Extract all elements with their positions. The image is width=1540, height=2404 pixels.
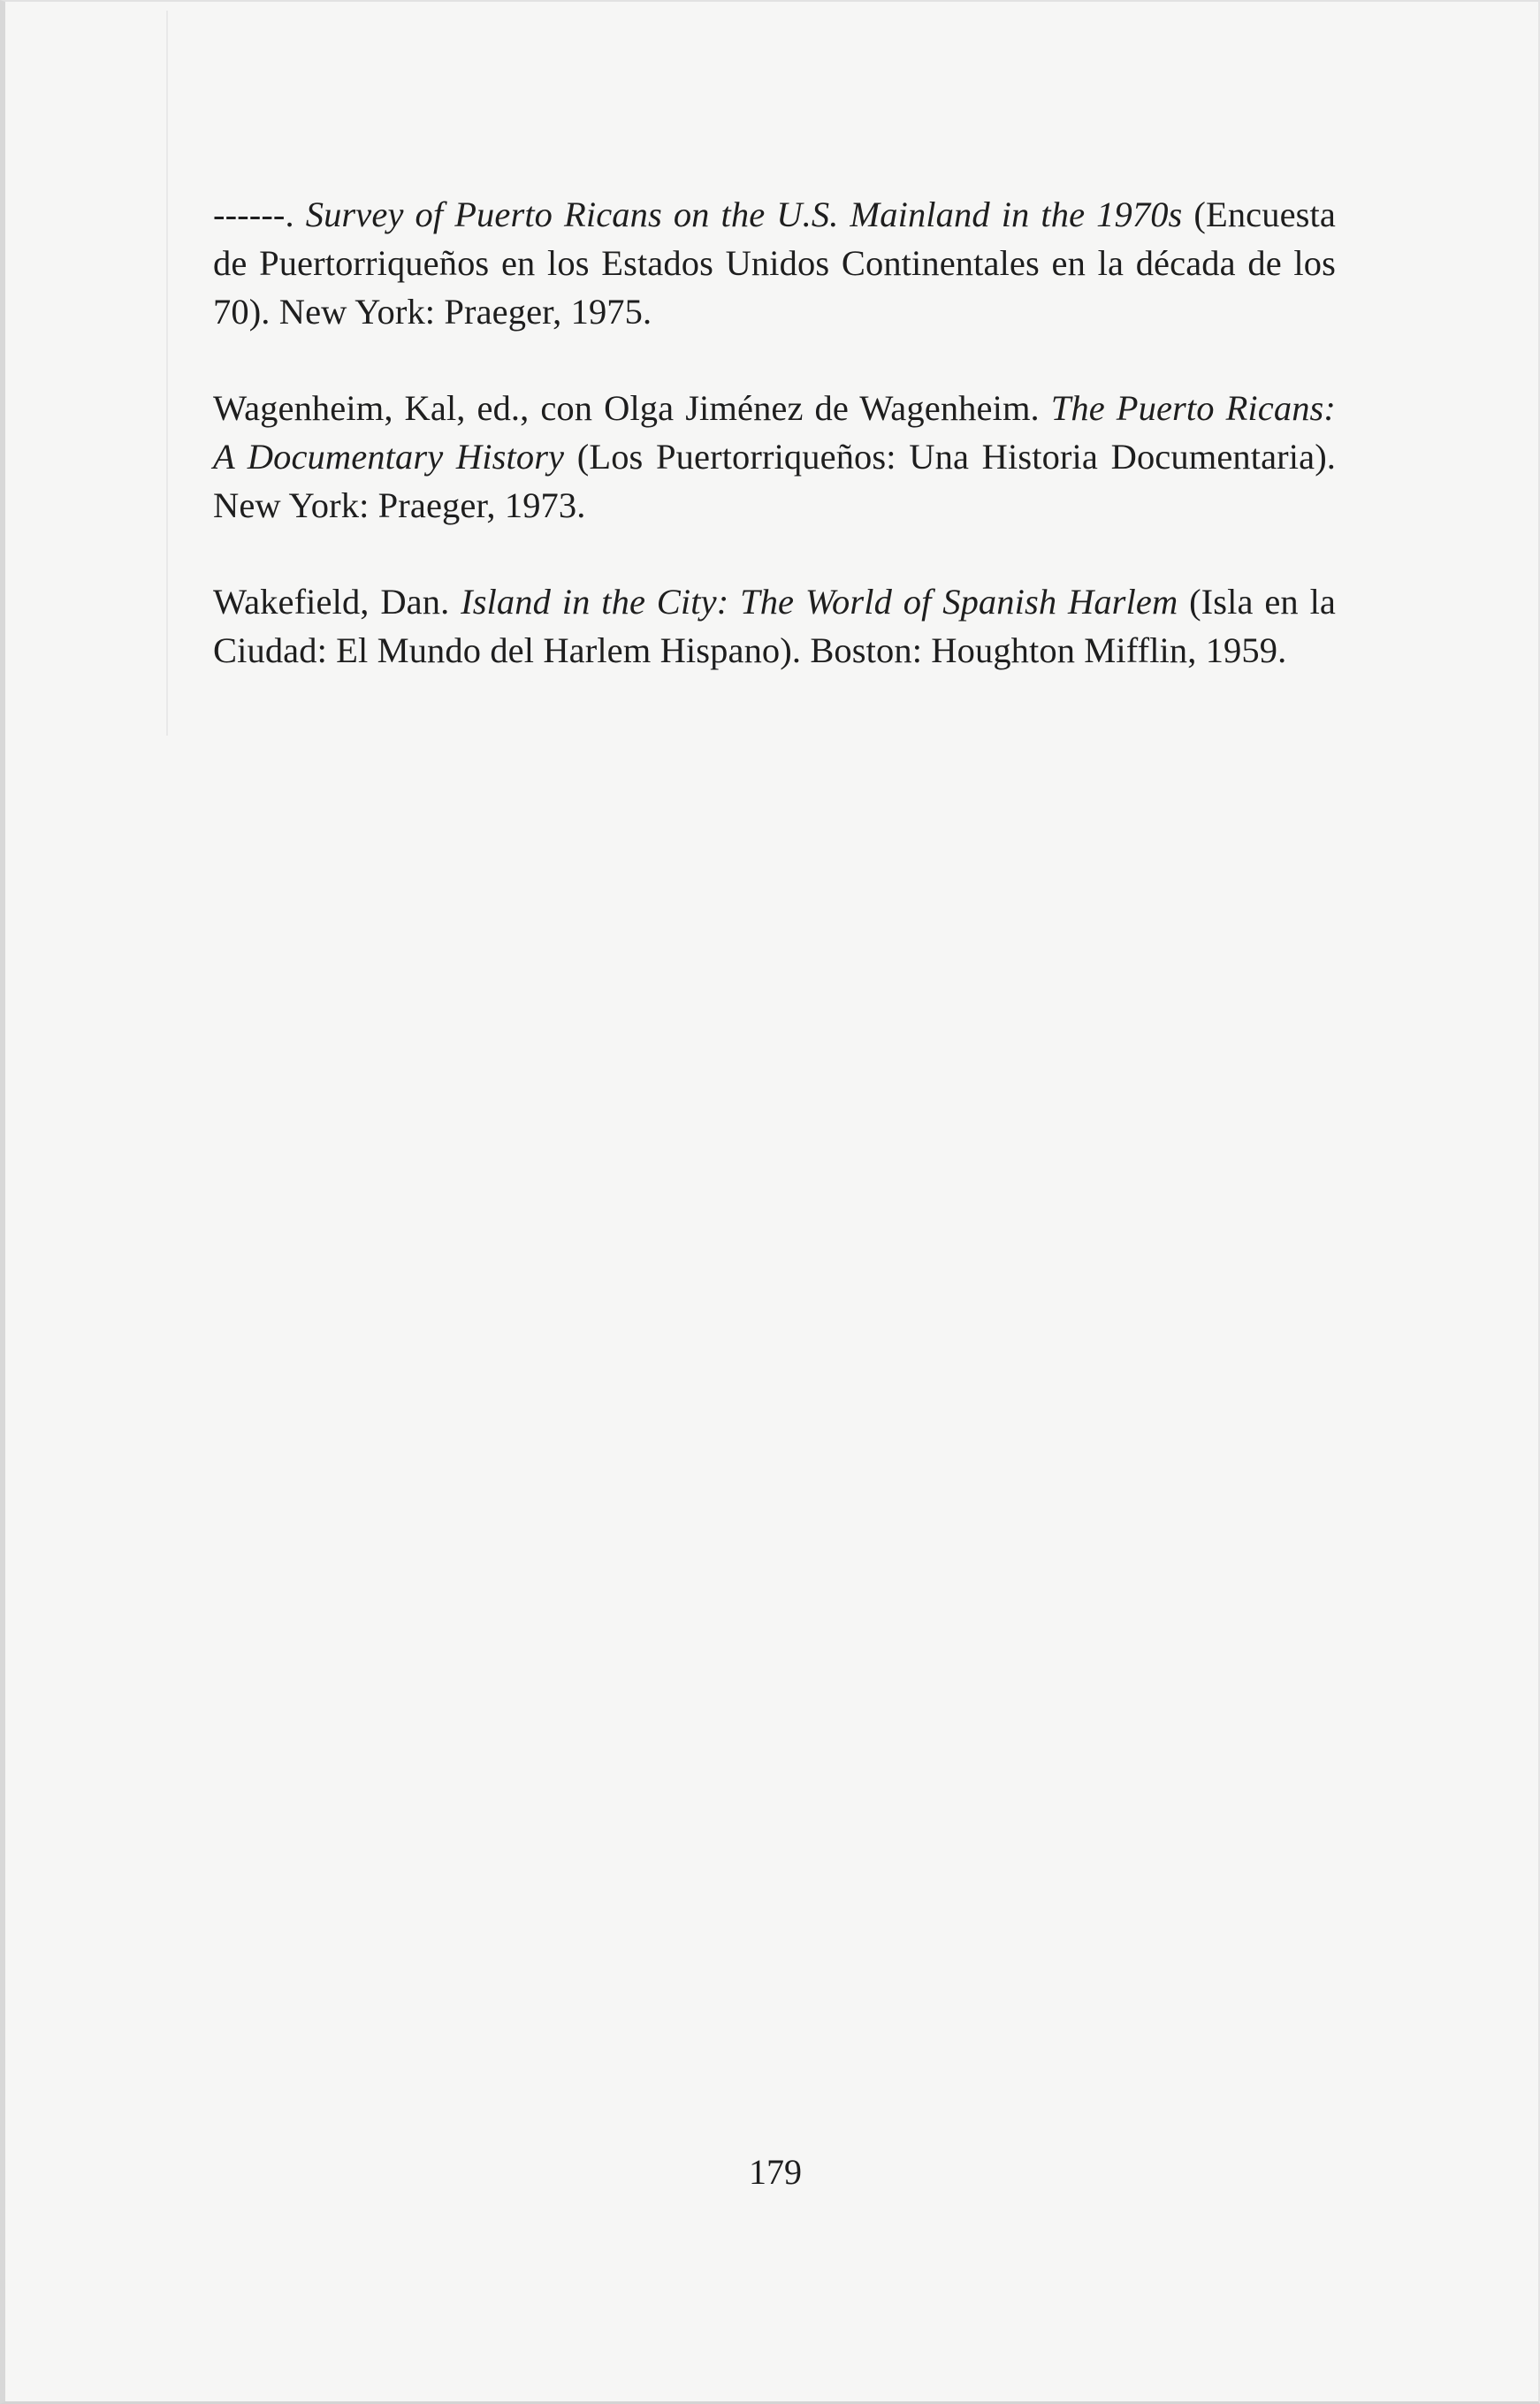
bibliography-entry: [213, 577, 1336, 675]
bibliography-list: [213, 190, 1336, 722]
entry-title: Island in the City: The World of Spanish Harlem: [461, 582, 1178, 622]
bibliography-entry: [213, 190, 1336, 336]
entry-details: (Isla en la Ciudad: El Mundo del Harlem Hispano). Boston: Houghton Mifflin, 1959.: [213, 582, 1336, 670]
entry-details: (Encuesta de Puertorriqueños en los Estados Unidos Continentales en la década de los 70). New York: Praeger, 1975.: [213, 195, 1336, 332]
page-number: 179: [749, 2152, 802, 2192]
entry-author: Wagenheim, Kal, ed., con Olga Jiménez de Wagenheim.: [213, 388, 1051, 428]
entry-author: Wakefield, Dan.: [213, 582, 461, 622]
entry-title: Survey of Puerto Ricans on the U.S. Mainland in the 1970s: [305, 195, 1183, 234]
bibliography-entry: [213, 384, 1336, 530]
entry-author: ------.: [213, 195, 306, 234]
page-fold-line: [166, 11, 168, 736]
entry-details: (Los Puertorriqueños: Una Historia Documentaria). New York: Praeger, 1973.: [213, 437, 1337, 525]
entry-title: The Puerto Ricans: A Documentary History: [213, 388, 1336, 477]
